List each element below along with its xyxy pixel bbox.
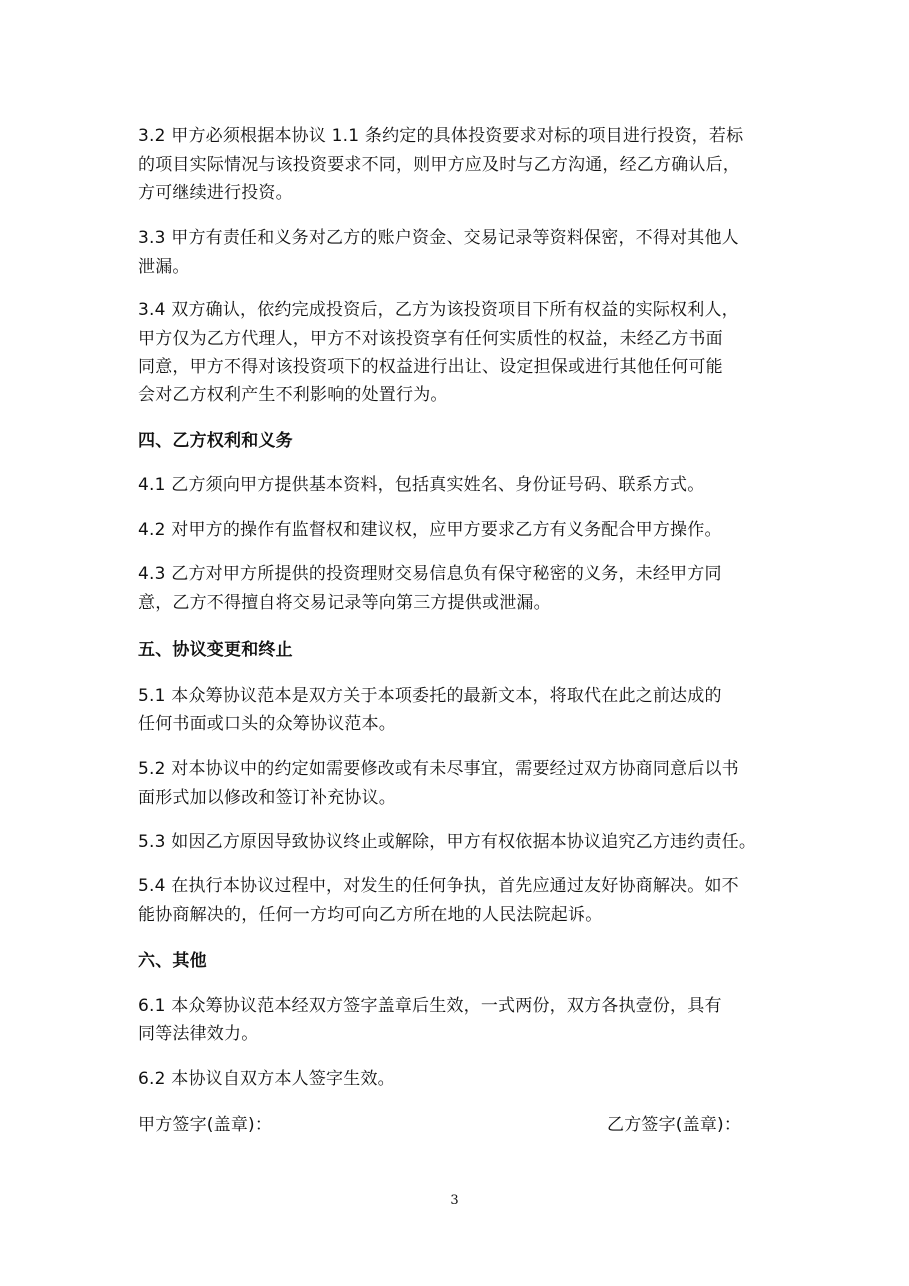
clause-3-4-line-1: 3.4 双方确认，依约完成投资后，乙方为该投资项目下所有权益的实际权利人， [138,300,739,320]
clause-4-2-line-1: 4.2 对甲方的操作有监督权和建议权，应甲方要求乙方有义务配合甲方操作。 [138,520,722,540]
party-a-signature-label: 甲方签字(盖章)： [138,1115,273,1135]
clause-4-3-line-1: 4.3 乙方对甲方所提供的投资理财交易信息负有保守秘密的义务，未经甲方同 [138,564,722,584]
clause-3-2-line-3: 方可继续进行投资。 [138,183,293,203]
section-5-heading: 五、协议变更和终止 [138,640,293,660]
clause-3-2-line-1: 3.2 甲方必须根据本协议 1.1 条约定的具体投资要求对标的项目进行投资，若标 [138,126,744,146]
clause-5-3-line-1: 5.3 如因乙方原因导致协议终止或解除，甲方有权依据本协议追究乙方违约责任。 [138,832,757,852]
clause-5-4-line-2: 能协商解决的，任何一方均可向乙方所在地的人民法院起诉。 [138,905,603,925]
clause-6-1-line-1: 6.1 本众筹协议范本经双方签字盖章后生效，一式两份，双方各执壹份，具有 [138,996,722,1016]
clause-5-2-line-2: 面形式加以修改和签订补充协议。 [138,788,396,808]
clause-3-4-line-3: 同意，甲方不得对该投资项下的权益进行出让、设定担保或进行其他任何可能 [138,357,723,377]
clause-3-3-line-2: 泄漏。 [138,257,190,277]
page-number: 3 [450,1193,459,1208]
section-6-heading: 六、其他 [138,951,207,971]
clause-6-2-line-1: 6.2 本协议自双方本人签字生效。 [138,1069,395,1089]
clause-3-4-line-4: 会对乙方权利产生不利影响的处置行为。 [138,385,448,405]
clause-4-1-line-1: 4.1 乙方须向甲方提供基本资料，包括真实姓名、身份证号码、联系方式。 [138,475,705,495]
clause-5-2-line-1: 5.2 对本协议中的约定如需要修改或有未尽事宜，需要经过双方协商同意后以书 [138,759,739,779]
clause-3-3-line-1: 3.3 甲方有责任和义务对乙方的账户资金、交易记录等资料保密，不得对其他人 [138,228,739,248]
clause-5-1-line-2: 任何书面或口头的众筹协议范本。 [138,714,396,734]
section-4-heading: 四、乙方权利和义务 [138,431,293,451]
clause-5-4-line-1: 5.4 在执行本协议过程中，对发生的任何争执，首先应通过友好协商解决。如不 [138,876,739,896]
clause-6-1-line-2: 同等法律效力。 [138,1024,259,1044]
clause-3-2-line-2: 的项目实际情况与该投资要求不同，则甲方应及时与乙方沟通，经乙方确认后， [138,155,740,175]
party-b-signature-label: 乙方签字(盖章)： [607,1115,742,1135]
clause-4-3-line-2: 意，乙方不得擅自将交易记录等向第三方提供或泄漏。 [138,593,551,613]
clause-5-1-line-1: 5.1 本众筹协议范本是双方关于本项委托的最新文本，将取代在此之前达成的 [138,686,722,706]
clause-3-4-line-2: 甲方仅为乙方代理人，甲方不对该投资享有任何实质性的权益，未经乙方书面 [138,329,723,349]
